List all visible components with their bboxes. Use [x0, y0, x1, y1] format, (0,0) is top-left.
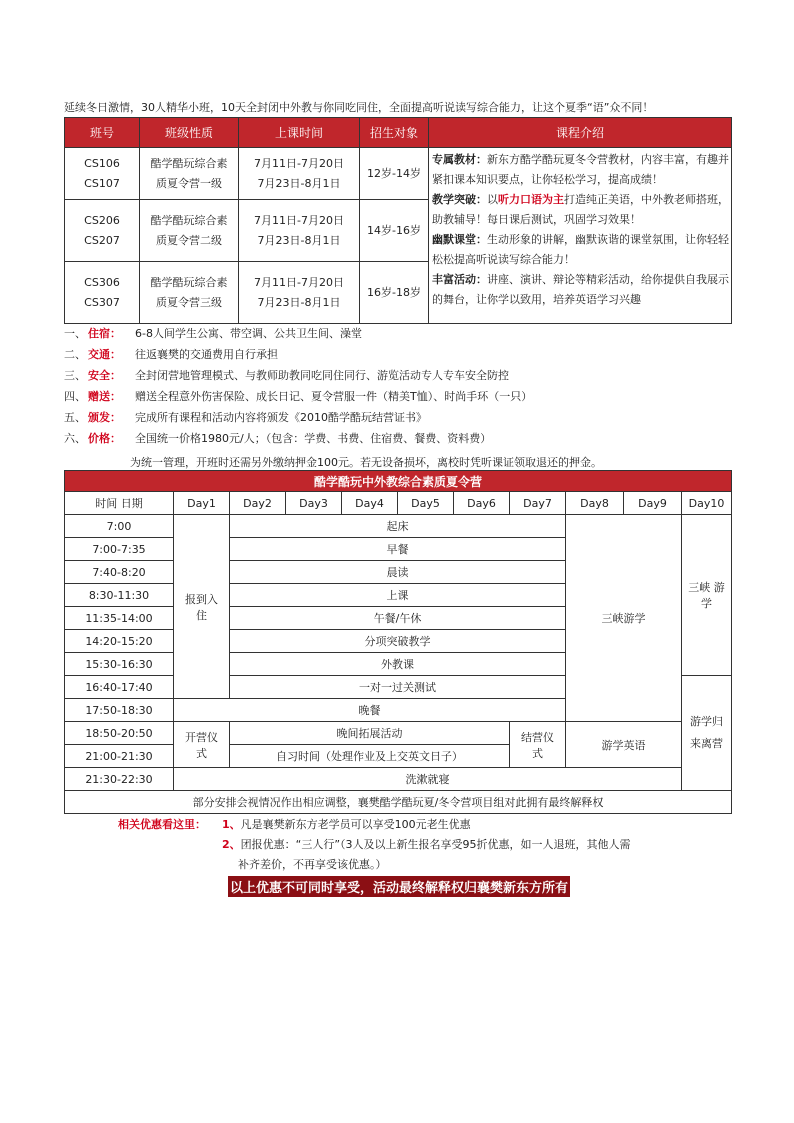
- time-cell: 18:50-20:50: [65, 722, 174, 745]
- day-header: Day3: [286, 492, 342, 515]
- list-item: 二、 交通： 往返襄樊的交通费用自行承担: [64, 344, 744, 365]
- day-header: Day9: [624, 492, 682, 515]
- header-code: 班号: [65, 118, 140, 148]
- selfstudy-cell: 自习时间（处理作业及上交英文日子）: [230, 745, 510, 768]
- class-code: CS107: [84, 176, 120, 190]
- activity-cell: 起床: [230, 515, 566, 538]
- course-intro: [429, 148, 732, 324]
- deposit-note: 为统一管理，开班时还需另外缴纳押金100元。若无设备损坏，离校时凭听课证领取退还的押金。: [130, 456, 602, 469]
- intro-keyword: 幽默课堂：: [432, 233, 487, 246]
- header-nature: 班级性质: [140, 118, 239, 148]
- item-num: 五、: [64, 411, 86, 424]
- youxue-english: 游学英语: [566, 722, 682, 768]
- time-cell: 7:00-7:35: [65, 538, 174, 561]
- class-date: 7月23日-8月1日: [257, 176, 341, 190]
- return-cell: 游学归来离营: [682, 676, 732, 791]
- class-nature: 质夏令营二级: [156, 233, 222, 247]
- discount-label: 相关优惠看这里：: [118, 818, 206, 831]
- class-code: CS106: [84, 156, 120, 170]
- item-text: 往返襄樊的交通费用自行承担: [135, 348, 278, 361]
- item-keyword: 安全: [88, 369, 110, 382]
- day-header: Day7: [510, 492, 566, 515]
- list-item: 四、 赠送： 赠送全程意外伤害保险、成长日记、夏令营服一件（精美T恤）、时尚手环（一只）: [64, 386, 744, 407]
- item-keyword: 交通: [88, 348, 110, 361]
- discount-item-2-cont: 补齐差价，不再享受该优惠。）: [238, 858, 387, 871]
- table-row: [65, 148, 732, 200]
- item-text: 全封闭营地管理模式、与教师助教同吃同住同行、游览活动专人专车安全防控: [135, 369, 509, 382]
- item-num: 四、: [64, 390, 86, 403]
- time-cell: 14:20-15:20: [65, 630, 174, 653]
- class-date: 7月11日-7月20日: [254, 275, 344, 289]
- activity-cell: 外教课: [230, 653, 566, 676]
- day-header: Day6: [454, 492, 510, 515]
- class-table: [64, 117, 732, 324]
- schedule-table: [64, 470, 732, 814]
- schedule-title: 酷学酷玩中外教综合素质夏令营: [65, 471, 732, 492]
- list-item: 六、 价格： 全国统一价格1980元/人；（包含：学费、书费、住宿费、餐费、资料费）: [64, 428, 744, 449]
- item-text: 赠送全程意外伤害保险、成长日记、夏令营服一件（精美T恤）、时尚手环（一只）: [135, 390, 533, 403]
- day-header: Day5: [398, 492, 454, 515]
- day-header: Day10: [682, 492, 732, 515]
- discount-num: 1、: [222, 818, 241, 831]
- corner-cell: 时间 日期: [65, 492, 174, 515]
- time-cell: 7:40-8:20: [65, 561, 174, 584]
- class-code: CS307: [84, 295, 120, 309]
- class-date: 7月23日-8月1日: [257, 295, 341, 309]
- item-keyword: 赠送: [88, 390, 110, 403]
- header-time: 上课时间: [239, 118, 360, 148]
- opening-cell: 开营仪式: [174, 722, 230, 768]
- item-keyword: 颁发: [88, 411, 110, 424]
- time-cell: 7:00: [65, 515, 174, 538]
- time-cell: 21:30-22:30: [65, 768, 174, 791]
- info-list: [64, 323, 744, 449]
- item-text: 完成所有课程和活动内容将颁发《2010酷学酷玩结营证书》: [135, 411, 427, 424]
- item-num: 一、: [64, 327, 86, 340]
- class-age: 14岁-16岁: [360, 200, 429, 262]
- discount-text: 凡是襄樊新东方老学员可以享受100元老生优惠: [240, 818, 471, 831]
- item-num: 六、: [64, 432, 86, 445]
- schedule-footer: 部分安排会视情况作出相应调整，襄樊酷学酷玩夏/冬令营项目组对此拥有最终解释权: [65, 791, 732, 814]
- closing-cell: 结营仪式: [510, 722, 566, 768]
- discount-num: 2、: [222, 838, 241, 851]
- intro-highlight: 听力口语为主: [498, 193, 564, 206]
- time-cell: 17:50-18:30: [65, 699, 174, 722]
- activity-cell: 早餐: [230, 538, 566, 561]
- intro-keyword: 教学突破：: [432, 193, 487, 206]
- class-age: 12岁-14岁: [360, 148, 429, 200]
- intro-text: 打造纯正美语，中外教老师搭班，助教辅导！每日课后测试，巩固学习效果！: [432, 193, 729, 226]
- footer-row: [65, 791, 732, 814]
- activity-cell: 晨读: [230, 561, 566, 584]
- day1-arrival: 报到入住: [174, 515, 230, 699]
- day-header-row: [65, 492, 732, 515]
- discount-item-1: [222, 816, 471, 832]
- header-age: 招生对象: [360, 118, 429, 148]
- discount-item-2: [222, 836, 631, 852]
- table-row: [65, 768, 732, 791]
- header-line: 延续冬日激情，30人精华小班，10天全封闭中外教与你同吃同住，全面提高听说读写综合能力，让这个夏季“语”众不同！: [64, 101, 654, 114]
- class-nature: 酷学酷玩综合素: [150, 156, 228, 170]
- day-header: Day8: [566, 492, 624, 515]
- class-table-header: [65, 118, 732, 148]
- activity-cell: 午餐/午休: [230, 607, 566, 630]
- class-date: 7月23日-8月1日: [257, 233, 341, 247]
- intro-keyword: 丰富活动：: [432, 273, 487, 286]
- sanxia-cell: 三峡游学: [566, 515, 682, 722]
- intro-text: 生动形象的讲解，幽默诙谐的课堂氛围，让你轻轻松松提高听说读写综合能力！: [432, 233, 729, 266]
- intro-text: 讲座、演讲、辩论等精彩活动，给你提供自我展示的舞台，让你学以致用，培养英语学习兴趣: [432, 273, 729, 306]
- class-nature: 质夏令营三级: [156, 295, 222, 309]
- table-row: [65, 515, 732, 538]
- discount-banner: 以上优惠不可同时享受，活动最终解释权归襄樊新东方所有: [228, 876, 570, 897]
- class-code: CS207: [84, 233, 120, 247]
- time-cell: 11:35-14:00: [65, 607, 174, 630]
- class-nature: 质夏令营一级: [156, 176, 222, 190]
- sanxia-day10: 三峡 游学: [682, 515, 732, 676]
- class-nature: 酷学酷玩综合素: [150, 275, 228, 289]
- list-item: 一、 住宿： 6-8人间学生公寓、带空调、公共卫生间、澡堂: [64, 323, 744, 344]
- activity-cell: 一对一过关测试: [230, 676, 566, 699]
- item-num: 二、: [64, 348, 86, 361]
- intro-keyword: 专属教材：: [432, 153, 487, 166]
- class-date: 7月11日-7月20日: [254, 156, 344, 170]
- header-intro: 课程介绍: [429, 118, 732, 148]
- activity-cell: 分项突破教学: [230, 630, 566, 653]
- day-header: Day1: [174, 492, 230, 515]
- item-num: 三、: [64, 369, 86, 382]
- class-age: 16岁-18岁: [360, 262, 429, 324]
- discount-text: 团报优惠：“三人行”（3人及以上新生报名享受95折优惠，如一人退班，其他人需: [240, 838, 631, 851]
- time-cell: 15:30-16:30: [65, 653, 174, 676]
- time-cell: 8:30-11:30: [65, 584, 174, 607]
- day-header: Day4: [342, 492, 398, 515]
- table-row: [65, 722, 732, 745]
- list-item: 三、 安全： 全封闭营地管理模式、与教师助教同吃同住同行、游览活动专人专车安全防控: [64, 365, 744, 386]
- item-keyword: 价格: [88, 432, 110, 445]
- class-code: CS206: [84, 213, 120, 227]
- class-code: CS306: [84, 275, 120, 289]
- class-nature: 酷学酷玩综合素: [150, 213, 228, 227]
- activity-cell: 上课: [230, 584, 566, 607]
- activity-cell: 晚餐: [174, 699, 566, 722]
- evening-activity: 晚间拓展活动: [230, 722, 510, 745]
- day-header: Day2: [230, 492, 286, 515]
- item-text: 6-8人间学生公寓、带空调、公共卫生间、澡堂: [135, 327, 362, 340]
- item-keyword: 住宿: [88, 327, 110, 340]
- time-cell: 21:00-21:30: [65, 745, 174, 768]
- item-text: 全国统一价格1980元/人；（包含：学费、书费、住宿费、餐费、资料费）: [135, 432, 492, 445]
- intro-text: 新东方酷学酷玩夏冬令营教材，内容丰富，有趣并紧扣课本知识要点，让你轻松学习，提高成绩！: [432, 153, 729, 186]
- list-item: 五、 颁发： 完成所有课程和活动内容将颁发《2010酷学酷玩结营证书》: [64, 407, 744, 428]
- time-cell: 16:40-17:40: [65, 676, 174, 699]
- class-date: 7月11日-7月20日: [254, 213, 344, 227]
- wash-cell: 洗漱就寝: [174, 768, 682, 791]
- intro-text: 以: [487, 193, 498, 206]
